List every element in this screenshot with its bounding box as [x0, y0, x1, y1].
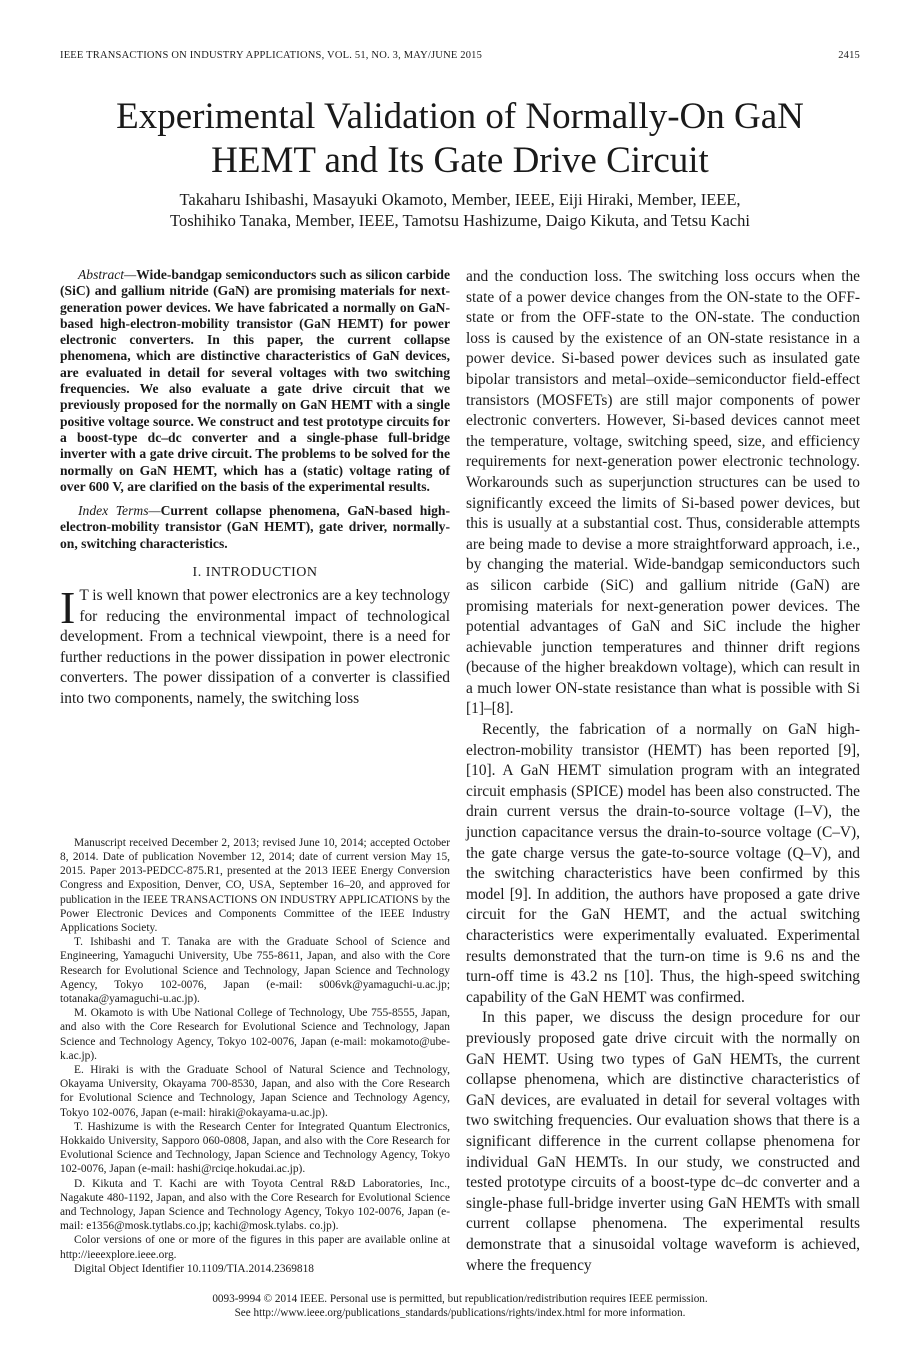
footnote: T. Ishibashi and T. Tanaka are with the Graduate School of Science and Engineering, Yamaguchi University, Ube 755-8611, Japan, and also with the Core Research for Evolutional Science and Technology, Japan Science and Technology Agency, Tokyo 102-0076, Japan (e-mail: s006vk@yamaguchi-u.ac.jp; totanaka@yamaguchi-u.ac.jp). [60, 936, 450, 1006]
intro-paragraph [60, 582, 451, 710]
rights-line: See http://www.ieee.org/publications_standards/publications/rights/index.html for more information. [234, 1307, 686, 1320]
footnote: M. Okamoto is with Ube National College of Technology, Ube 755-8555, Japan, and also with the Core Research for Evolutional Science and Technology, Japan Science and Technology Agency, Tokyo 102-0076, Japan (e-mail: mokamoto@ube-k.ac.jp). [60, 1007, 450, 1062]
index-terms-label: Index Terms— [78, 503, 161, 519]
intro-left [60, 582, 451, 710]
footnotes [60, 822, 450, 1276]
right-column [466, 267, 860, 1276]
copyright-line: 0093-9994 © 2014 IEEE. Personal use is permitted, but republication/redistribution requires IEEE permission. [212, 1293, 708, 1306]
journal-name: IEEE TRANSACTIONS ON INDUSTRY APPLICATIONS, VOL. 51, NO. 3, MAY/JUNE 2015 [60, 50, 483, 61]
abstract-label: Abstract— [78, 267, 137, 282]
abstract-paragraph [60, 267, 450, 495]
abstract-text: Wide-bandgap semiconductors such as silicon carbide (SiC) and gallium nitride (GaN) are promising materials for next-generation power devices. We have fabricated a normally on GaN-based high-electron-mobility transistor (GaN HEMT) for power electronic converters. In this paper, the current collapse phenomena, which are distinctive characteristics of GaN devices, are evaluated in detail for several voltages with two switching frequencies. We also evaluate a gate drive circuit that we previously proposed for the normally on GaN HEMT with a single positive voltage source. We construct and test prototype circuits for a boost-type dc–dc converter and a single-phase full-bridge inverter with a gate drive circuit. The problems to be solved for the normally on GaN HEMT, which has a (static) voltage rating of over 600 V, are clarified on the basis of the experimental results. [60, 267, 450, 494]
intro-paragraph: Recently, the fabrication of a normally on GaN high-electron-mobility transistor (HEMT) has been reported [9], [10]. A GaN HEMT simulation program with an integrated circuit emphasis (SPICE) model has been also constructed. The drain current versus the drain-to-source voltage (I–V), the junction capacitance versus the drain-to-source voltage (C–V), the gate charge versus the gate-to-source voltage (Q–V), and the switching characteristics have been confirmed by this model [9]. In addition, the authors have proposed a gate drive circuit for the GaN HEMT, and the actual switching characteristics were experimentally evaluated. Experimental results demonstrated that the turn-on time is 9.6 ns and the turn-off time is 43.2 ns [10]. Thus, the high-speed switching capability of the GaN HEMT was confirmed. [466, 721, 860, 1006]
abstract [60, 267, 450, 552]
index-terms-text: Current collapse phenomena, GaN-based high-electron-mobility transistor (GaN HEMT), gate driver, normally-on, switching characteristics. [60, 503, 450, 551]
running-header [60, 50, 860, 61]
footnote: T. Hashizume is with the Research Center for Integrated Quantum Electronics, Hokkaido University, Sapporo 060-0808, Japan, and also with the Core Research for Evolutional Science and Technology, Japan Science and Technology Agency, Tokyo 102-0076, Japan (e-mail: hashi@rciqe.hokudai.ac.jp). [60, 1120, 450, 1176]
copyright-footer [60, 1292, 860, 1320]
section-heading: I. INTRODUCTION [192, 565, 318, 581]
intro-paragraph: In this paper, we discuss the design procedure for our previously proposed gate drive circuit with the normally on GaN HEMT. Using two types of GaN HEMTs, the current collapse phenomena, which are distinctive characteristics of GaN devices, are evaluated in detail for several voltages with two switching frequencies. Our evaluation shows that there is a significant difference in the current collapse phenomena for individual GaN HEMTs. In our study, we constructed and tested prototype circuits of a boost-type dc–dc converter and a single-phase full-bridge inverter using GaN HEMTs with small current collapse phenomena. The experimental results demonstrate that a sinusoidal voltage waveform is achieved, where the frequency [466, 1009, 860, 1274]
author-line-1: Takaharu Ishibashi, Masayuki Okamoto, Member, IEEE, Eiji Hiraki, Member, IEEE, [179, 190, 741, 209]
drop-cap: I [60, 582, 76, 634]
footnote: D. Kikuta and T. Kachi are with Toyota Central R&D Laboratories, Inc., Nagakute 480-1192, Japan, and also with the Core Research for Evolutional Science and Technology, Japan Science and Technology Agency, Tokyo 102-0076, Japan (e-mail: e1356@mosk.tytlabs.co.jp; kachi@mosk.tylabs. co.jp). [60, 1177, 450, 1233]
author-line-2: Toshihiko Tanaka, Member, IEEE, Tamotsu Hashizume, Daigo Kikuta, and Tetsu Kachi [170, 211, 750, 230]
left-column [60, 267, 450, 1276]
paper-title: Experimental Validation of Normally-On GaN HEMT and Its Gate Drive Circuit [116, 96, 804, 181]
author-list [60, 189, 860, 231]
index-terms [60, 503, 450, 552]
two-column-body [60, 267, 860, 1276]
footnote: Manuscript received December 2, 2013; revised June 10, 2014; accepted October 8, 2014. Date of publication November 12, 2014; date of current version May 15, 2015. Paper 2013-PEDCC-875.R1, presented at the 2013 IEEE Energy Conversion Congress and Exposition, Denver, CO, USA, September 16–20, and approved for publication in the IEEE TRANSACTIONS ON INDUSTRY APPLICATIONS by the Power Electronic Devices and Components Committee of the IEEE Industry Applications Society. [60, 836, 450, 935]
intro-text: T is well known that power electronics are a key technology for reducing the environmental impact of technological development. From a technical viewpoint, there is a need for further reductions in the power dissipation in power electronic converters. The power dissipation of a converter is classified into two components, namely, the switching loss [60, 587, 451, 708]
intro-paragraph-continued: and the conduction loss. The switching loss occurs when the state of a power device changes from the ON-state to the OFF-state or from the OFF-state to the ON-state. The conduction loss is caused by the existence of an ON-state resistance in a power device. Si-based power devices such as insulated gate bipolar transistors and metal–oxide–semiconductor field-effect transistors (MOSFETs) are still major components of power electronic converters. However, Si-based devices cannot meet the temperature, voltage, switching speed, size, and efficiency requirements for next-generation power electronic technology. Workarounds such as superjunction structures can be used to significantly exceed the limits of Si-based power devices, but this is usually at a substantial cost. Thus, considerable attempts are being made to devise a more straightforward approach, i.e., by changing the material. Wide-bandgap semiconductors such as silicon carbide (SiC) and gallium nitride (GaN) are promising materials for next-generation power devices. The potential advantages of GaN and SiC include the higher achievable junction temperatures and thinner drift regions (because of the higher breakdown voltage), which can result in a much lower ON-state resistance than what is possible with Si [1]–[8]. [466, 268, 860, 718]
footnote-doi: Digital Object Identifier 10.1109/TIA.2014.2369818 [74, 1262, 314, 1275]
page-number: 2415 [838, 50, 860, 61]
footnote: E. Hiraki is with the Graduate School of Natural Science and Technology, Okayama University, Okayama 700-8530, Japan, and also with the Core Research for Evolutional Science and Technology, Japan Science and Technology Agency, Tokyo 102-0076, Japan (e-mail: hiraki@okayama-u.ac.jp). [60, 1064, 450, 1119]
footnote: Color versions of one or more of the figures in this paper are available online at http://ieeexplore.ieee.org. [60, 1234, 450, 1261]
